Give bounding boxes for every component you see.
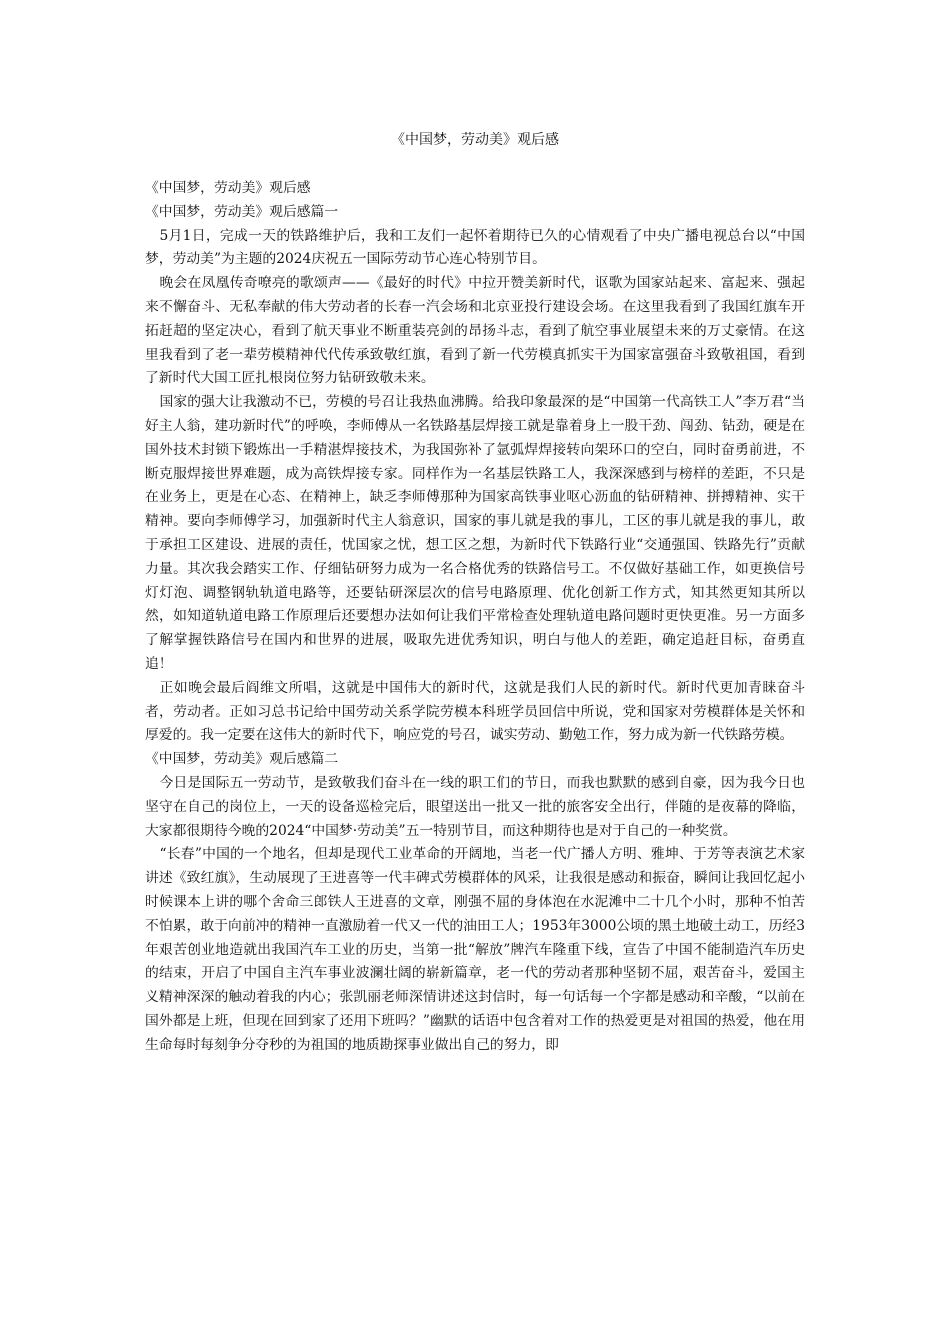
paragraph-2: 晚会在凤凰传奇嘹亮的歌颂声——《最好的时代》中拉开赞美新时代，讴歌为国家站起来、富起来、强起来不懈奋斗、无私奉献的伟大劳动者的长春一汽会场和北京亚投行建设会场。在这里我看到了我国红旗车开拓赶超的坚定决心，看到了航天事业不断重装亮剑的昂扬斗志，看到了航空事业展望未来的万丈豪情。在这里我看到了老一辈劳模精神代代传承致敬红旗，看到了新一代劳模真抓实干为国家富强奋斗致敬祖国，看到了新时代大国工匠扎根岗位努力钻研致敬未来。 xyxy=(145,275,805,387)
paragraph-1: 5月1日，完成一天的铁路维护后，我和工友们一起怀着期待已久的心情观看了中央广播电视总台以“中国梦，劳动美”为主题的2024庆祝五一国际劳动节心连心特别节目。 xyxy=(145,227,805,268)
paragraph-3: 国家的强大让我激动不已，劳模的号召让我热血沸腾。给我印象最深的是“中国第一代高铁工人”李万君“当好主人翁，建功新时代”的呼唤，李师傅从一名铁路基层焊接工就是靠着身上一股干劲、闯劲、钻劲，硬是在国外技术封锁下锻炼出一手精湛焊接技术，为我国弥补了氩弧焊焊接转向架环口的空白，同时奋勇前进，不断克服焊接世界难题，成为高铁焊接专家。同样作为一名基层铁路工人，我深深感到与榜样的差距，不只是在业务上，更是在心态、在精神上，缺乏李师傅那种为国家高铁事业呕心沥血的钻研精神、拼搏精神、实干精神。要向李师傅学习，加强新时代主人翁意识，国家的事儿就是我的事儿，工区的事儿就是我的事儿，敢于承担工区建设、进展的责任，忧国家之忧，想工区之想，为新时代下铁路行业“交通强国、铁路先行”贡献力量。其次我会踏实工作、仔细钻研努力成为一名合格优秀的铁路信号工。不仅做好基础工作，如更换信号灯灯泡、调整钢轨轨道电路等，还要钻研深层次的信号电路原理、优化创新工作方式，知其然更知其所以然，如知道轨道电路工作原理后还要想办法如何让我们平常检查处理轨道电路问题时更快更准。另一方面多了解掌握铁路信号在国内和世界的进展，吸取先进优秀知识，明白与他人的差距，确定追赶目标，奋勇直追！ xyxy=(145,394,805,672)
paragraph-5: 今日是国际五一劳动节，是致敬我们奋斗在一线的职工们的节日，而我也默默的感到自豪，因为我今日也坚守在自己的岗位上，一天的设备巡检完后，眼望送出一批又一批的旅客安全出行，伴随的是夜幕的降临，大家都很期待今晚的2024“中国梦·劳动美”五一特别节目，而这种期待也是对于自己的一种奖赏。 xyxy=(145,774,805,839)
document-body xyxy=(145,177,805,1057)
document-title: 《中国梦，劳动美》观后感 xyxy=(391,132,559,148)
section-heading-part-one: 《中国梦，劳动美》观后感篇一 xyxy=(145,203,339,220)
paragraph-4: 正如晚会最后阎维文所唱，这就是中国伟大的新时代，这就是我们人民的新时代。新时代更加青睐奋斗者，劳动者。正如习总书记给中国劳动关系学院劳模本科班学员回信中所说，党和国家对劳模群体是关怀和厚爱的。我一定要在这伟大的新时代下，响应党的号召，诚实劳动、勤勉工作，努力成为新一代铁路劳模。 xyxy=(145,679,805,744)
paragraph-6: “长春”中国的一个地名，但却是现代工业革命的开阔地，当老一代广播人方明、雅坤、于芳等表演艺术家讲述《致红旗》，生动展现了王进喜等一代丰碑式劳模群体的风采，让我很是感动和振奋，瞬间让我回忆起小时候课本上讲的哪个舍命三郎铁人王进喜的文章，刚强不屈的身体泡在水泥滩中二十几个小时，那种不怕苦不怕累，敢于向前冲的精神一直激励着一代又一代的油田工人；1953年3000公顷的黑土地破土动工，历经3年艰苦创业地造就出我国汽车工业的历史，当第一批“解放”牌汽车隆重下线，宣告了中国不能制造汽车历史的结束，开启了中国自主汽车事业波澜壮阔的崭新篇章，老一代的劳动者那种坚韧不屈，艰苦奋斗，爱国主义精神深深的触动着我的内心；张凯丽老师深情讲述这封信时，每一句话每一个字都是感动和辛酸，“以前在国外都是上班，但现在回到家了还用下班吗？”幽默的话语中包含着对工作的热爱更是对祖国的热爱，他在用生命每时每刻争分夺秒的为祖国的地质勘探事业做出自己的努力，即 xyxy=(145,846,805,1053)
section-heading-main: 《中国梦，劳动美》观后感 xyxy=(145,180,311,196)
section-heading-part-two: 《中国梦，劳动美》观后感篇二 xyxy=(145,751,339,768)
